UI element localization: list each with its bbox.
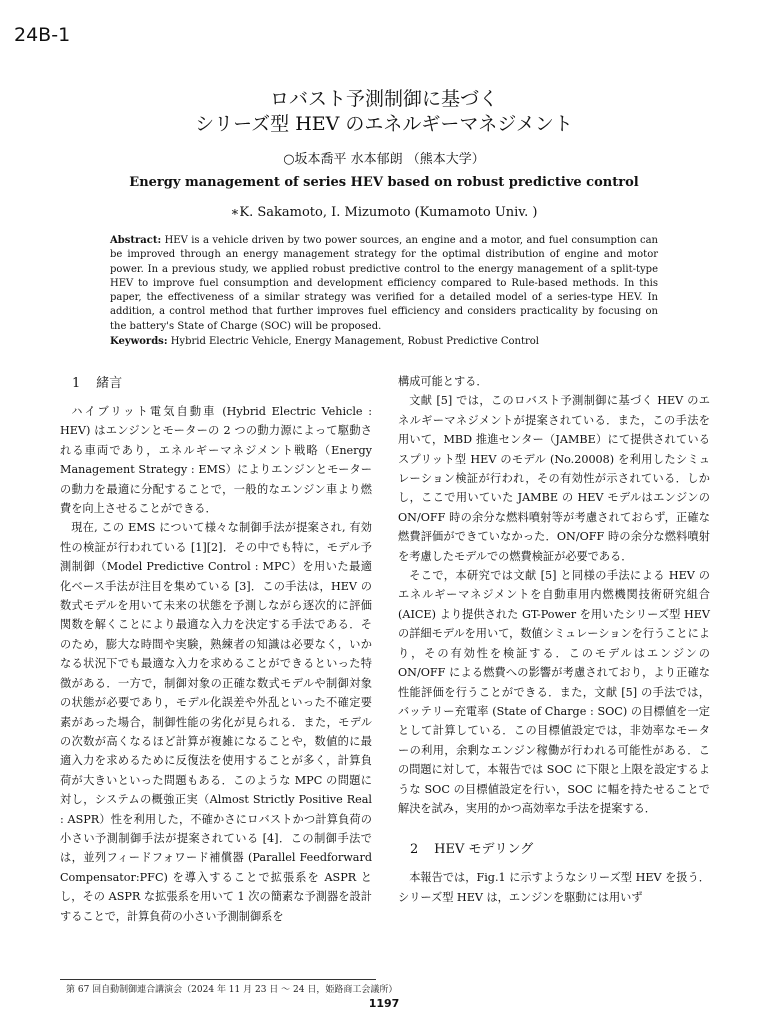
abstract <box>110 234 658 334</box>
section1-number: 1 <box>72 376 81 391</box>
keywords-label: Keywords: <box>110 336 168 347</box>
section1-title: 緒言 <box>96 376 123 391</box>
abstract-label: Abstract: <box>110 235 162 246</box>
title-jp-line2: シリーズ型 HEV のエネルギーマネジメント <box>195 113 573 135</box>
section1-heading <box>60 372 372 396</box>
section2-paragraph-1: 本報告では，Fig.1 に示すようなシリーズ型 HEV を扱う．シリーズ型 HEV は，エンジンを駆動には用いず <box>398 871 710 904</box>
footer-rule <box>60 979 376 980</box>
footer-note: 第 67 回自動制御連合講演会（2024 年 11 月 23 日 〜 24 日，姫路商工会議所） <box>66 985 398 995</box>
paper-id: 24B-1 <box>14 24 71 46</box>
section1-cont-paragraph-2: 文献 [5] では，このロバスト予測制御に基づく HEV のエネルギーマネジメントが提案されている．また，この手法を用いて，MBD 推進センター（JAMBE）にて提供されているスプリット型 HEV のモデル (No.20008) を利用したシミュレーション検証が行われ，その有効性が示されている．しかし，ここで用いていた JAMBE の HEV モデルはエンジンの ON/OFF 時の余分な燃料噴射等が考慮されておらず，正確な燃費評価ができていなかった．ON/OFF 時の余分な燃料噴射を考慮したモデルでの燃費検証が必要である． <box>398 394 710 563</box>
section1-cont-paragraph-1: 構成可能とする． <box>398 375 488 388</box>
authors-jp: ○坂本喬平 水本郁朗 （熊本大学） <box>283 152 485 167</box>
section2-heading <box>398 838 710 862</box>
abstract-text: HEV is a vehicle driven by two power sources, an engine and a motor, and fuel consumption can be improved through an energy management strategy for the optimal distribution of engine and motor power. In a previous study, we applied robust predictive control to the energy management of a split-type HEV to improve fuel consumption and development efficiency compared to Rule-based methods. In this paper, the effectiveness of a similar strategy was verified for a detailed model of a series-type HEV. In addition, a control method that further improves fuel efficiency and considers practicality by focusing on the battery's State of Charge (SOC) will be proposed. <box>110 235 658 332</box>
section-spacer <box>398 818 710 838</box>
keywords <box>110 336 658 347</box>
keywords-text: Hybrid Electric Vehicle, Energy Management, Robust Predictive Control <box>170 336 540 347</box>
section1-paragraph-1: ハイブリット電気自動車 (Hybrid Electric Vehicle : HEV) はエンジンとモーターの 2 つの動力源によって駆動される車両であり，エネルギーマネジメント戦略（Energy Management Strategy : EMS）によりエンジンとモーターの動力を最適に分配することで，一般的なエンジン車より燃費を向上させることができる． <box>60 405 372 516</box>
page-number: 1197 <box>368 997 400 1010</box>
title-jp-line1: ロバスト予測制御に基づく <box>269 88 498 110</box>
title-en: Energy management of series HEV based on robust predictive control <box>129 175 639 190</box>
section1-cont-paragraph-3: そこで，本研究では文献 [5] と同様の手法による HEV のエネルギーマネジメントを自動車用内燃機関技術研究組合 (AICE) より提供された GT-Power を用いたシリーズ型 HEV の詳細モデルを用いて，数値シミュレーションを行うことにより，その有効性を検証する．このモデルはエンジンの ON/OFF による燃費への影響が考慮されており，より正確な性能評価を行うことができる．また，文献 [5] の手法では，バッテリー充電率 (State of Charge : SOC) の目標値を一定として計算している．この目標値設定では，非効率なモーターの利用，余剰なエンジン稼働が行われる可能性がある．この問題に対して，本報告では SOC に下限と上限を設定するような SOC の目標値設定を行い，SOC に幅を持たせることで解決を試み，実用的かつ高効率な手法を提案する． <box>398 569 710 815</box>
left-column <box>60 372 372 926</box>
right-column <box>398 372 710 907</box>
section1-paragraph-2: 現在, この EMS について様々な制御手法が提案され, 有効性の検証が行われている [1][2]．その中でも特に，モデル予測制御（Model Predictive Control : MPC）を用いた最適化ベース手法が注目を集めている [3]．この手法は，HEV の数式モデルを用いて未来の状態を予測しながら逐次的に評価関数を解くことにより最適な入力を決定する手法である．そのため，膨大な時間や実験，熟練者の知識は必要なく，いかなる状況下でも最適な入力を求めることができるといった特徴がある．一方で，制御対象の正確な数式モデルや制御対象の状態が必要であり，モデル化誤差や外乱といった不確定要素があった場合，制御性能の劣化が見られる．また，モデルの次数が高くなるほど計算が複雑になることや，数値的に最適入力を求めるために反復法を使用することが多く，計算負荷が大きいといった問題もある．このような MPC の問題に対し，システムの概強正実（Almost Strictly Positive Real : ASPR）性を利用した，不確かさにロバストかつ計算負荷の小さい予測制御手法が提案されている [4]．この制御手法では，並列フィードフォワード補償器 (Parallel Feedforward Compensator:PFC) を導入することで拡張系を ASPR とし，その ASPR な拡張系を用いて 1 次の簡素な予測器を設計することで，計算負荷の小さい予測制御系を <box>60 521 372 923</box>
authors-en: ∗K. Sakamoto, I. Mizumoto (Kumamoto Univ. ) <box>230 205 538 220</box>
section2-number: 2 <box>410 842 419 858</box>
section2-title: HEV モデリング <box>434 842 534 858</box>
